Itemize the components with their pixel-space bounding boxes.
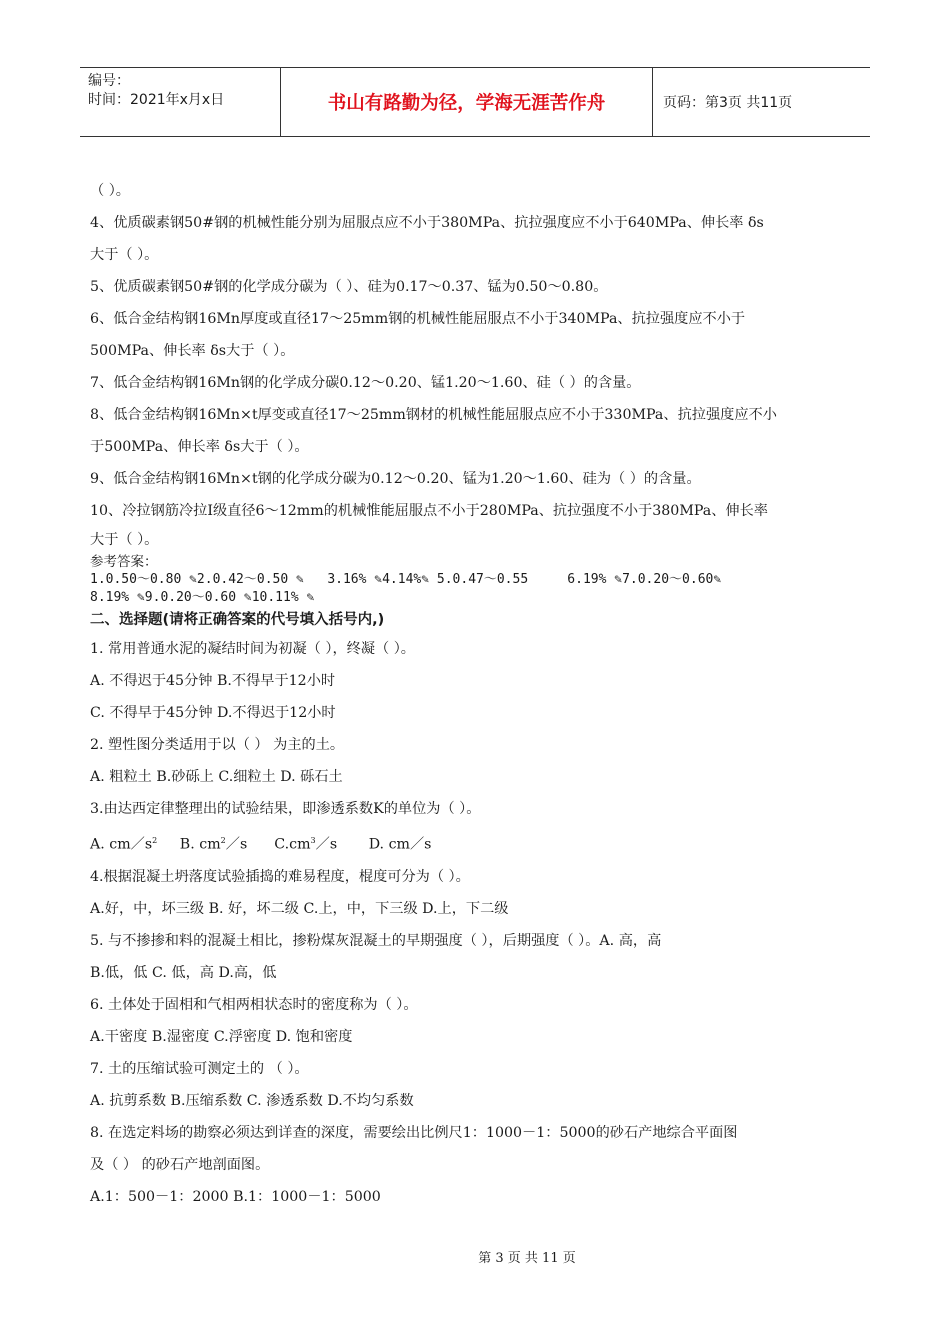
question-line: 2. 塑性图分类适用于以（ ） 为主的土。 xyxy=(90,737,345,753)
question-line: 5. 与不掺掺和料的混凝土相比，掺粉煤灰混凝土的早期强度（ ），后期强度（ ）。A. 高，高 xyxy=(90,932,662,949)
superscript: 3 xyxy=(310,836,316,845)
text-line: 9、低合金结构钢16Mn×t钢的化学成分碳为0.12～0.20、锰为1.20～1.60、硅为（ ）的含量。 xyxy=(90,471,701,487)
text-line: 7、低合金结构钢16Mn钢的化学成分碳0.12～0.20、锰1.20～1.60、硅（ ）的含量。 xyxy=(90,375,641,391)
page-footer: 第 3 页 共 11 页 xyxy=(478,1251,576,1266)
document-body xyxy=(90,175,870,1213)
page-header xyxy=(80,67,870,137)
text-line: 8、低合金结构钢16Mn×t厚变或直径17～25mm钢材的机械性能屈服点应不小于330MPa、抗拉强度应不小 xyxy=(90,407,777,423)
question-line: 3.由达西定律整理出的试验结果，即渗透系数K的单位为（ ）。 xyxy=(90,801,481,817)
answers-label: 参考答案： xyxy=(90,554,158,570)
option-line: C. 不得早于45分钟 D.不得迟于12小时 xyxy=(90,705,336,721)
text-line: 于500MPa、伸长率 δs大于（ ）。 xyxy=(90,439,309,455)
option-line: A. 抗剪系数 B.压缩系数 C. 渗透系数 D.不均匀系数 xyxy=(90,1092,414,1109)
text-line: 6、低合金结构钢16Mn厚度或直径17～25mm钢的机械性能屈服点不小于340MPa、抗拉强度应不小于 xyxy=(90,311,746,327)
superscript: 2 xyxy=(220,836,226,845)
text-line: 500MPa、伸长率 δs大于（ ）。 xyxy=(90,343,295,359)
option-line: B.低，低 C. 低，高 D.高，低 xyxy=(90,964,277,981)
text-line: 大于（ ）。 xyxy=(90,532,159,548)
answers-row: 8.19% ✎9.0.20～0.60 ✎10.11% ✎ xyxy=(90,590,315,605)
section-title: 二、选择题(请将正确答案的代号填入括号内,) xyxy=(90,612,385,628)
q3-options xyxy=(90,825,870,861)
superscript: 2 xyxy=(152,836,158,845)
text-line: 10、冷拉钢筋冷拉Ⅰ级直径6～12mm的机械惟能屈服点不小于280MPa、抗拉强度不小于380MPa、伸长率 xyxy=(90,503,768,519)
option-line: A.1：500－1：2000 B.1：1000－1：5000 xyxy=(90,1188,381,1205)
option-c: C.cm xyxy=(274,836,311,853)
question-line: 6. 土体处于固相和气相两相状态时的密度称为（ ）。 xyxy=(90,996,418,1013)
text-line: （ ）。 xyxy=(90,183,130,199)
question-line: 7. 土的压缩试验可测定土的 （ ）。 xyxy=(90,1060,309,1077)
option-line: A.好，中，坏三级 B. 好，坏二级 C.上，中，下三级 D.上，下二级 xyxy=(90,900,509,917)
option-b-tail: ／s xyxy=(225,836,248,853)
text-line: 5、优质碳素钢50#钢的化学成分碳为（ ）、硅为0.17～0.37、锰为0.50～0.80。 xyxy=(90,279,608,295)
header-left-cell xyxy=(80,68,281,136)
question-line: 及（ ） 的砂石产地剖面图。 xyxy=(90,1156,270,1173)
option-b: B. cm xyxy=(179,836,221,853)
question-line: 1. 常用普通水泥的凝结时间为初凝（ ），终凝（ ）。 xyxy=(90,641,415,657)
option-a: A. cm／s xyxy=(90,836,153,853)
time-label: 时间：2021年x月x日 xyxy=(88,92,225,108)
header-page-label: 页码：第3页 共11页 xyxy=(663,95,793,111)
text-line: 大于（ ）。 xyxy=(90,247,159,263)
option-line: A.干密度 B.湿密度 C.浮密度 D. 饱和密度 xyxy=(90,1028,353,1045)
option-line: A. 粗粒土 B.砂砾上 C.细粒土 D. 砾石土 xyxy=(90,769,343,785)
answers-row: 1.0.50～0.80 ✎2.0.42～0.50 ✎ 3.16% ✎4.14%✎ 5.0.47～0.55 6.19% ✎7.0.20～0.60✎ xyxy=(90,572,722,587)
option-c-tail: ／s xyxy=(315,836,338,853)
text-line: 4、优质碳素钢50#钢的机械性能分别为屈服点应不小于380MPa、抗拉强度应不小于640MPa、伸长率 δs xyxy=(90,215,764,231)
serial-label: 编号： xyxy=(88,73,130,89)
header-motto: 书山有路勤为径，学海无涯苦作舟 xyxy=(281,68,653,136)
question-line: 4.根据混凝土坍落度试验插捣的难易程度，棍度可分为（ ）。 xyxy=(90,868,470,885)
question-line: 8. 在选定料场的勘察必须达到详查的深度，需要绘出比例尺1：1000－1：5000的砂石产地综合平面图 xyxy=(90,1124,738,1141)
option-d: D. cm／s xyxy=(368,836,432,853)
option-line: A. 不得迟于45分钟 B.不得早于12小时 xyxy=(90,673,336,689)
